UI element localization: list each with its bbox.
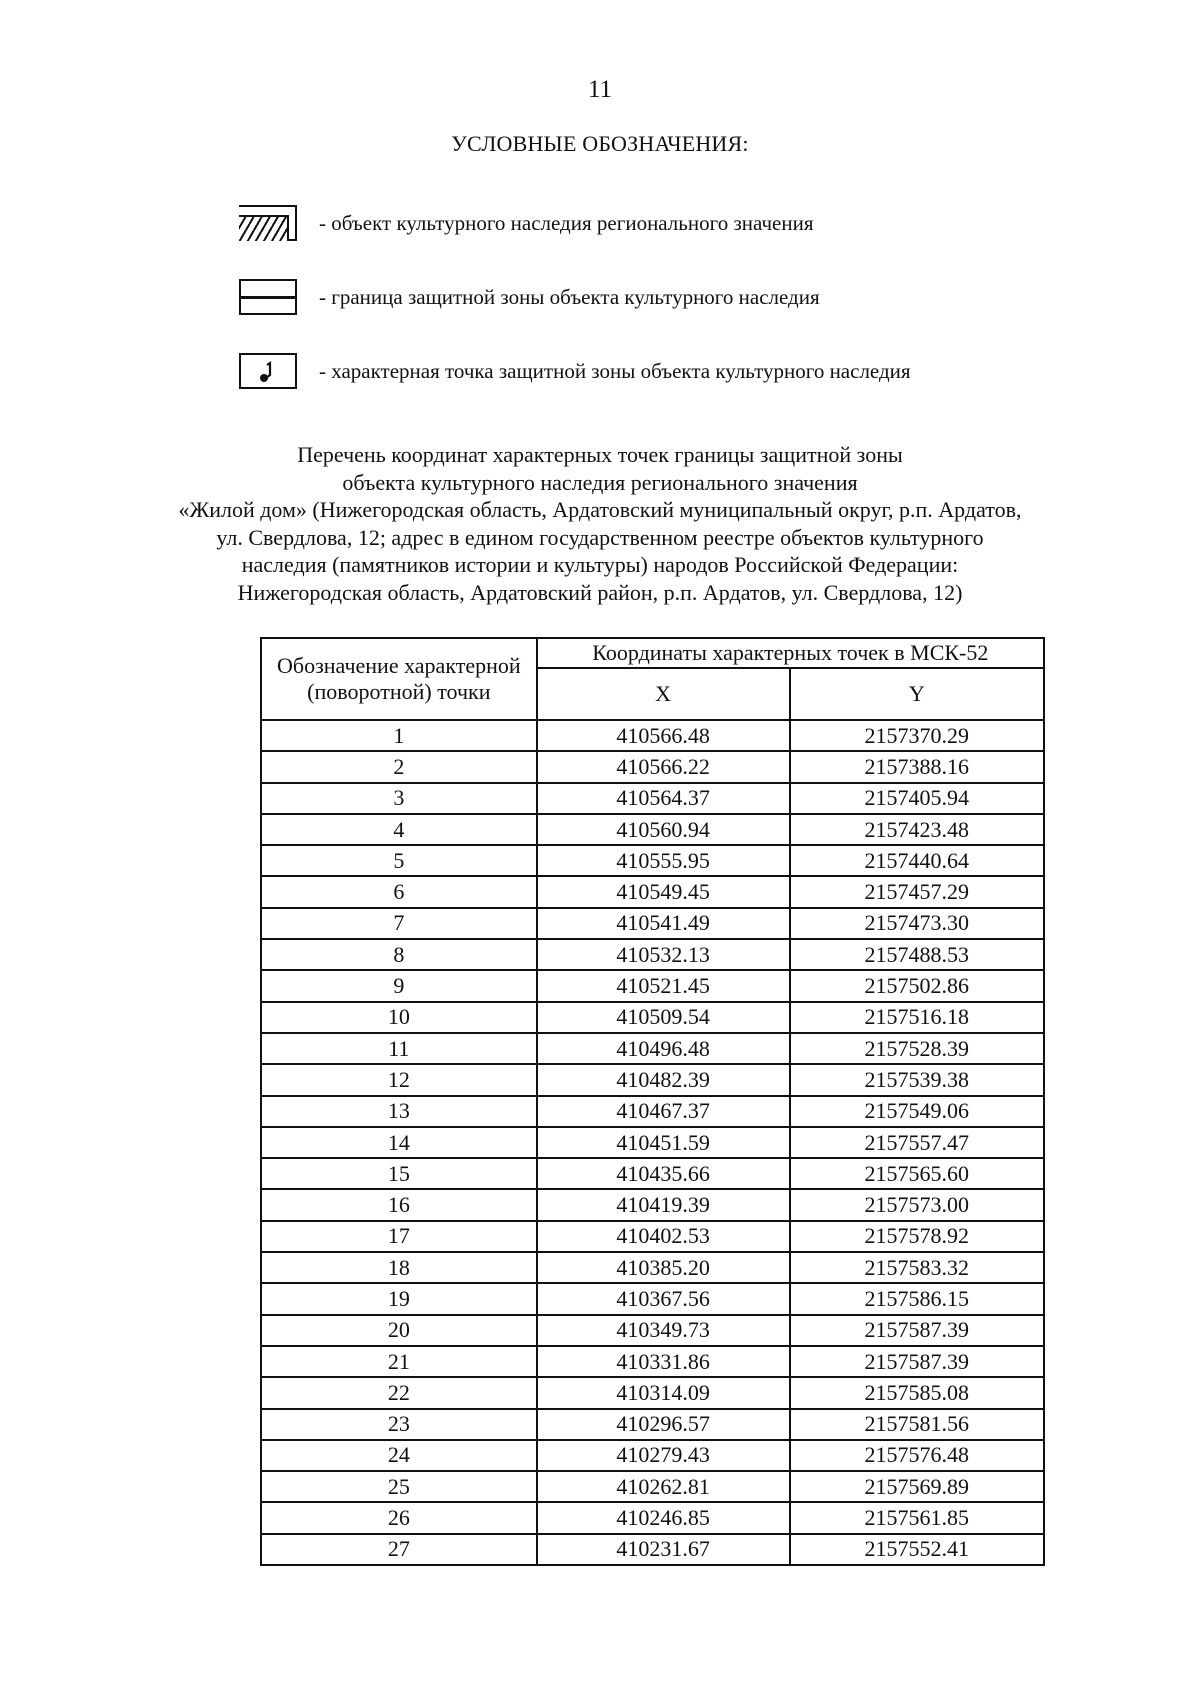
table-row <box>261 908 1044 939</box>
point-number-cell: 1 <box>261 720 537 751</box>
point-number-cell: 16 <box>261 1189 537 1220</box>
caption-line: Перечень координат характерных точек границы защитной зоны <box>297 442 903 467</box>
point-number-cell: 13 <box>261 1096 537 1127</box>
x-coordinate-cell: 410279.43 <box>537 1440 790 1471</box>
y-coordinate-cell: 2157388.16 <box>790 751 1044 782</box>
point-number-cell: 4 <box>261 814 537 845</box>
point-number-cell: 5 <box>261 845 537 876</box>
page-number: 11 <box>587 76 613 103</box>
table-row <box>261 1033 1044 1064</box>
table-row <box>261 845 1044 876</box>
y-coordinate-cell: 2157561.85 <box>790 1502 1044 1533</box>
point-number-cell: 22 <box>261 1377 537 1408</box>
header-x: X <box>537 668 790 720</box>
table-row <box>261 1127 1044 1158</box>
x-coordinate-cell: 410482.39 <box>537 1064 790 1095</box>
y-coordinate-cell: 2157440.64 <box>790 845 1044 876</box>
y-coordinate-cell: 2157502.86 <box>790 970 1044 1001</box>
y-coordinate-cell: 2157488.53 <box>790 939 1044 970</box>
x-coordinate-cell: 410560.94 <box>537 814 790 845</box>
y-coordinate-cell: 2157370.29 <box>790 720 1044 751</box>
x-coordinate-cell: 410296.57 <box>537 1409 790 1440</box>
x-coordinate-cell: 410564.37 <box>537 783 790 814</box>
y-coordinate-cell: 2157423.48 <box>790 814 1044 845</box>
characteristic-point-icon <box>239 353 297 389</box>
x-coordinate-cell: 410231.67 <box>537 1534 790 1565</box>
table-row <box>261 751 1044 782</box>
x-coordinate-cell: 410246.85 <box>537 1502 790 1533</box>
x-coordinate-cell: 410435.66 <box>537 1158 790 1189</box>
x-coordinate-cell: 410349.73 <box>537 1315 790 1346</box>
point-number-cell: 27 <box>261 1534 537 1565</box>
point-number-cell: 7 <box>261 908 537 939</box>
legend-item-characteristic-point <box>239 351 911 391</box>
y-coordinate-cell: 2157587.39 <box>790 1346 1044 1377</box>
x-coordinate-cell: 410385.20 <box>537 1252 790 1283</box>
x-coordinate-cell: 410331.86 <box>537 1346 790 1377</box>
y-coordinate-cell: 2157569.89 <box>790 1471 1044 1502</box>
x-coordinate-cell: 410555.95 <box>537 845 790 876</box>
x-coordinate-cell: 410367.56 <box>537 1283 790 1314</box>
x-coordinate-cell: 410541.49 <box>537 908 790 939</box>
y-coordinate-cell: 2157565.60 <box>790 1158 1044 1189</box>
x-coordinate-cell: 410509.54 <box>537 1002 790 1033</box>
table-row <box>261 1221 1044 1252</box>
y-coordinate-cell: 2157586.15 <box>790 1283 1044 1314</box>
table-row <box>261 939 1044 970</box>
header-y: Y <box>790 668 1044 720</box>
header-point-designation: Обозначение характерной (поворотной) точки <box>261 638 537 720</box>
caption-line: объекта культурного наследия регионального значения <box>342 469 858 495</box>
coordinates-table <box>260 637 1045 1566</box>
x-coordinate-cell: 410532.13 <box>537 939 790 970</box>
legend-text: - характерная точка защитной зоны объекта культурного наследия <box>319 358 911 383</box>
caption-line: ул. Свердлова, 12; адрес в едином государственном реестре объектов культурного <box>216 524 984 550</box>
y-coordinate-cell: 2157578.92 <box>790 1221 1044 1252</box>
legend-item-zone-boundary <box>239 277 820 317</box>
x-coordinate-cell: 410566.48 <box>537 720 790 751</box>
table-caption <box>150 441 1050 606</box>
point-number-cell: 17 <box>261 1221 537 1252</box>
table-row <box>261 1440 1044 1471</box>
caption-line: «Жилой дом» (Нижегородская область, Ардатовский муниципальный округ, р.п. Ардатов, <box>178 497 1022 522</box>
caption-line: Нижегородская область, Ардатовский район, р.п. Ардатов, ул. Свердлова, 12) <box>237 579 963 605</box>
x-coordinate-cell: 410566.22 <box>537 751 790 782</box>
table-row <box>261 1189 1044 1220</box>
y-coordinate-cell: 2157573.00 <box>790 1189 1044 1220</box>
point-number-cell: 15 <box>261 1158 537 1189</box>
table-row <box>261 1409 1044 1440</box>
header-coordinates-group: Координаты характерных точек в МСК-52 <box>537 638 1044 668</box>
table-row <box>261 814 1044 845</box>
point-number-cell: 18 <box>261 1252 537 1283</box>
point-number-cell: 3 <box>261 783 537 814</box>
y-coordinate-cell: 2157585.08 <box>790 1377 1044 1408</box>
table-row <box>261 783 1044 814</box>
table-row <box>261 970 1044 1001</box>
y-coordinate-cell: 2157552.41 <box>790 1534 1044 1565</box>
point-marker-icon <box>256 357 280 385</box>
y-coordinate-cell: 2157583.32 <box>790 1252 1044 1283</box>
table-row <box>261 1096 1044 1127</box>
y-coordinate-cell: 2157576.48 <box>790 1440 1044 1471</box>
hatched-rectangle-icon <box>239 205 297 241</box>
y-coordinate-cell: 2157516.18 <box>790 1002 1044 1033</box>
legend-item-heritage-object <box>239 203 813 243</box>
point-number-cell: 6 <box>261 876 537 907</box>
point-number-cell: 20 <box>261 1315 537 1346</box>
legend-text: - граница защитной зоны объекта культурного наследия <box>319 284 820 309</box>
y-coordinate-cell: 2157473.30 <box>790 908 1044 939</box>
table-row <box>261 1377 1044 1408</box>
table-row <box>261 1534 1044 1565</box>
table-row <box>261 1252 1044 1283</box>
table-row <box>261 720 1044 751</box>
x-coordinate-cell: 410419.39 <box>537 1189 790 1220</box>
x-coordinate-cell: 410451.59 <box>537 1127 790 1158</box>
table-row <box>261 1283 1044 1314</box>
y-coordinate-cell: 2157539.38 <box>790 1064 1044 1095</box>
legend-text: - объект культурного наследия регионального значения <box>319 210 814 235</box>
y-coordinate-cell: 2157457.29 <box>790 876 1044 907</box>
point-number-cell: 21 <box>261 1346 537 1377</box>
point-number-cell: 26 <box>261 1502 537 1533</box>
table-row <box>261 1158 1044 1189</box>
boundary-line-icon <box>239 279 297 315</box>
point-number-cell: 24 <box>261 1440 537 1471</box>
x-coordinate-cell: 410402.53 <box>537 1221 790 1252</box>
point-number-cell: 23 <box>261 1409 537 1440</box>
x-coordinate-cell: 410521.45 <box>537 970 790 1001</box>
table-row <box>261 1064 1044 1095</box>
y-coordinate-cell: 2157405.94 <box>790 783 1044 814</box>
table-row <box>261 876 1044 907</box>
x-coordinate-cell: 410314.09 <box>537 1377 790 1408</box>
point-number-cell: 14 <box>261 1127 537 1158</box>
y-coordinate-cell: 2157549.06 <box>790 1096 1044 1127</box>
y-coordinate-cell: 2157528.39 <box>790 1033 1044 1064</box>
point-number-cell: 10 <box>261 1002 537 1033</box>
table-row <box>261 1315 1044 1346</box>
point-number-cell: 25 <box>261 1471 537 1502</box>
point-number-cell: 9 <box>261 970 537 1001</box>
x-coordinate-cell: 410467.37 <box>537 1096 790 1127</box>
table-row <box>261 1002 1044 1033</box>
table-row <box>261 1502 1044 1533</box>
legend-title: УСЛОВНЫЕ ОБОЗНАЧЕНИЯ: <box>451 131 749 156</box>
point-number-cell: 12 <box>261 1064 537 1095</box>
y-coordinate-cell: 2157557.47 <box>790 1127 1044 1158</box>
x-coordinate-cell: 410262.81 <box>537 1471 790 1502</box>
x-coordinate-cell: 410549.45 <box>537 876 790 907</box>
point-number-cell: 8 <box>261 939 537 970</box>
point-number-cell: 11 <box>261 1033 537 1064</box>
point-number-cell: 2 <box>261 751 537 782</box>
caption-line: наследия (памятников истории и культуры) народов Российской Федерации: <box>241 552 959 577</box>
table-row <box>261 1471 1044 1502</box>
table-row <box>261 1346 1044 1377</box>
y-coordinate-cell: 2157587.39 <box>790 1315 1044 1346</box>
x-coordinate-cell: 410496.48 <box>537 1033 790 1064</box>
point-number-cell: 19 <box>261 1283 537 1314</box>
y-coordinate-cell: 2157581.56 <box>790 1409 1044 1440</box>
